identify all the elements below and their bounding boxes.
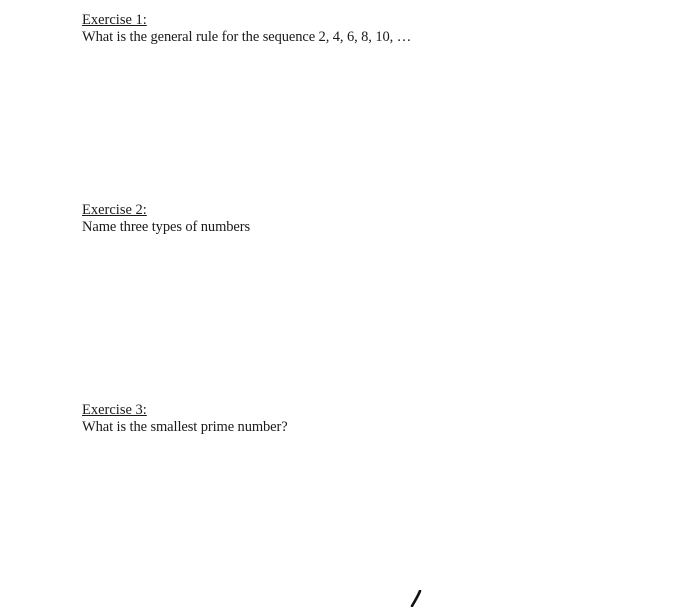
exercise-3 bbox=[82, 402, 288, 436]
pen-stroke-mark bbox=[408, 590, 424, 607]
exercise-2 bbox=[82, 202, 250, 236]
exercise-2-title: Exercise 2: bbox=[82, 202, 147, 218]
exercise-3-question: What is the smallest prime number? bbox=[82, 419, 288, 435]
exercise-3-title: Exercise 3: bbox=[82, 402, 147, 418]
exercise-1 bbox=[82, 12, 411, 46]
exercise-1-title: Exercise 1: bbox=[82, 12, 147, 28]
exercise-2-question: Name three types of numbers bbox=[82, 219, 251, 235]
exercise-1-question: What is the general rule for the sequence 2, 4, 6, 8, 10, … bbox=[82, 29, 412, 45]
